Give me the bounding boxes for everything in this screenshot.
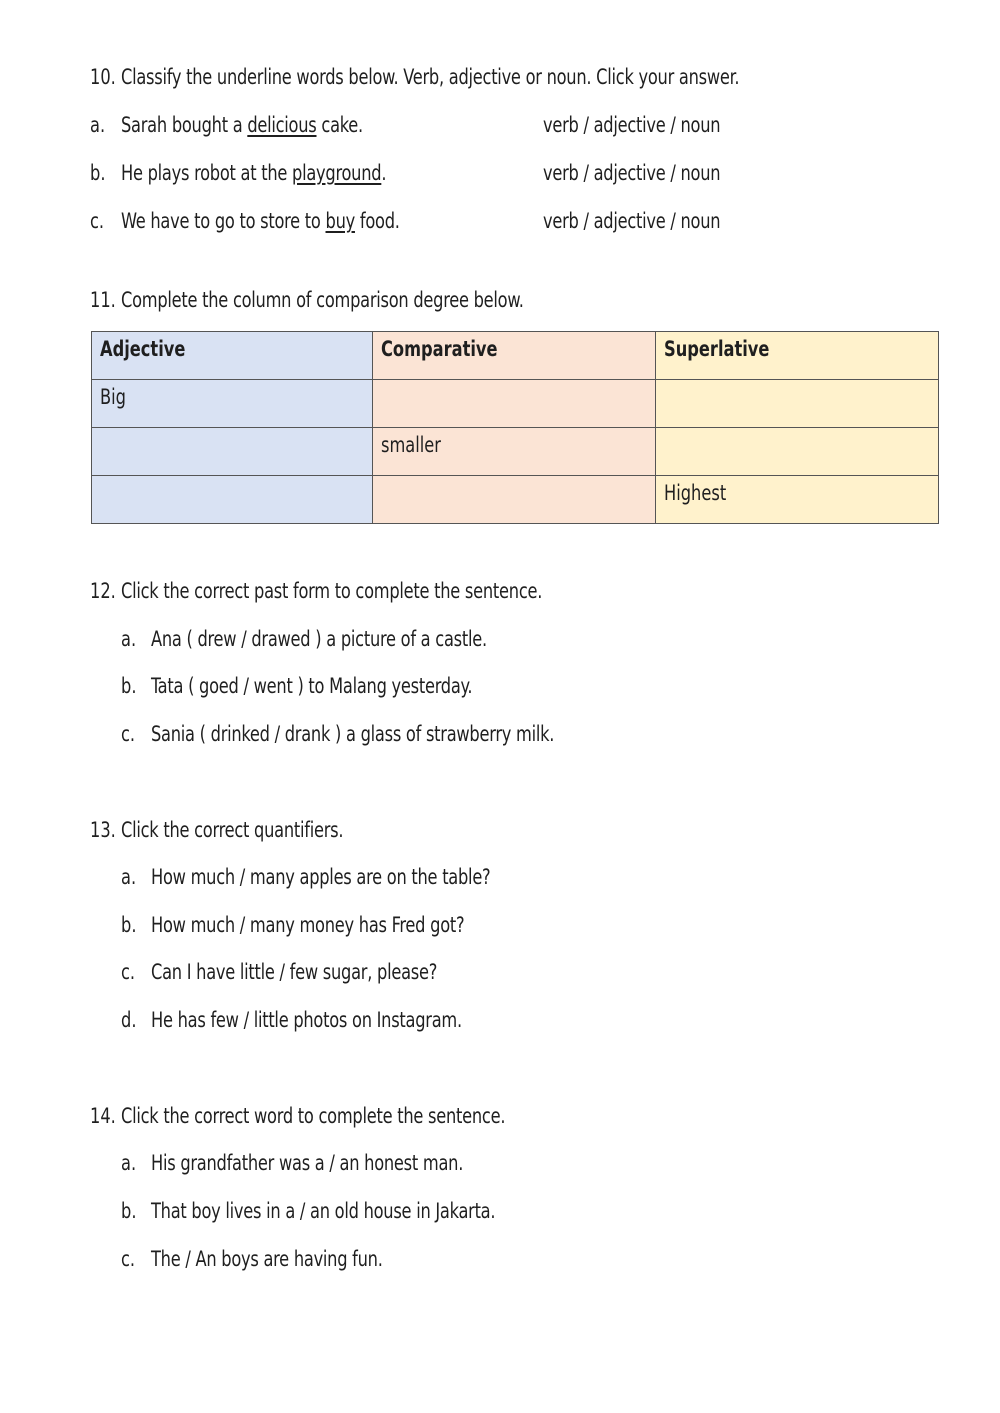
q10-item-b-sentence: He plays robot at the playground.	[121, 161, 387, 185]
cell-adjective: Big	[92, 380, 373, 428]
header-comparative: Comparative	[372, 332, 656, 380]
q10-item-c-sentence: We have to go to store to buy food.	[121, 209, 400, 233]
q14-item-letter: c.	[121, 1247, 136, 1271]
q10-item-b-options[interactable]: verb / adjective / noun	[543, 161, 721, 185]
q12-item-a[interactable]: Ana ( drew / drawed ) a picture of a castle.	[151, 627, 487, 651]
q12-item-c[interactable]: Sania ( drinked / drank ) a glass of strawberry milk.	[151, 722, 555, 746]
q13-item-b[interactable]: How much / many money has Fred got?	[151, 913, 465, 937]
q14-item-letter: a.	[121, 1151, 137, 1175]
q14-item-c[interactable]: The / An boys are having fun.	[151, 1247, 383, 1271]
q14-item-b[interactable]: That boy lives in a / an old house in Jakarta.	[151, 1199, 496, 1223]
q13-instruction: Click the correct quantifiers.	[121, 818, 344, 842]
underlined-word: buy	[325, 209, 355, 233]
q10-number: 10.	[90, 65, 116, 89]
header-adjective: Adjective	[92, 332, 373, 380]
cell-comparative: smaller	[372, 428, 656, 476]
q10-item-c-options[interactable]: verb / adjective / noun	[543, 209, 721, 233]
cell-adjective-input[interactable]	[92, 476, 373, 524]
q10-item-a-sentence: Sarah bought a delicious cake.	[121, 113, 363, 137]
q14-number: 14.	[90, 1104, 116, 1128]
q13-item-d[interactable]: He has few / little photos on Instagram.	[151, 1008, 462, 1032]
q12-item-letter: b.	[121, 674, 137, 698]
cell-superlative-input[interactable]	[656, 380, 939, 428]
q11-number: 11.	[90, 288, 116, 312]
q13-number: 13.	[90, 818, 116, 842]
q12-item-letter: c.	[121, 722, 136, 746]
q14-instruction: Click the correct word to complete the sentence.	[121, 1104, 506, 1128]
cell-comparative-input[interactable]	[372, 380, 656, 428]
comparison-table	[91, 331, 939, 524]
q10-item-letter: c.	[90, 209, 105, 233]
cell-adjective-input[interactable]	[92, 428, 373, 476]
q12-item-b[interactable]: Tata ( goed / went ) to Malang yesterday.	[151, 674, 473, 698]
q13-item-letter: b.	[121, 913, 137, 937]
q13-item-a[interactable]: How much / many apples are on the table?	[151, 865, 491, 889]
q13-item-c[interactable]: Can I have little / few sugar, please?	[151, 960, 438, 984]
header-superlative: Superlative	[656, 332, 939, 380]
underlined-word: playground	[292, 161, 382, 185]
q12-instruction: Click the correct past form to complete the sentence.	[121, 579, 543, 603]
table-row	[92, 476, 939, 524]
q14-item-letter: b.	[121, 1199, 137, 1223]
q13-item-letter: d.	[121, 1008, 137, 1032]
q10-instruction: Classify the underline words below. Verb, adjective or noun. Click your answer.	[121, 65, 740, 89]
q12-item-letter: a.	[121, 627, 137, 651]
q11-instruction: Complete the column of comparison degree below.	[121, 288, 524, 312]
table-header-row	[92, 332, 939, 380]
q12-number: 12.	[90, 579, 116, 603]
q10-item-a-options[interactable]: verb / adjective / noun	[543, 113, 721, 137]
table-row	[92, 428, 939, 476]
cell-superlative-input[interactable]	[656, 428, 939, 476]
q10-item-letter: a.	[90, 113, 106, 137]
table-row	[92, 380, 939, 428]
q14-item-a[interactable]: His grandfather was a / an honest man.	[151, 1151, 464, 1175]
cell-superlative: Highest	[656, 476, 939, 524]
q13-item-letter: a.	[121, 865, 137, 889]
cell-comparative-input[interactable]	[372, 476, 656, 524]
q10-item-letter: b.	[90, 161, 106, 185]
underlined-word: delicious	[247, 113, 317, 137]
q13-item-letter: c.	[121, 960, 136, 984]
